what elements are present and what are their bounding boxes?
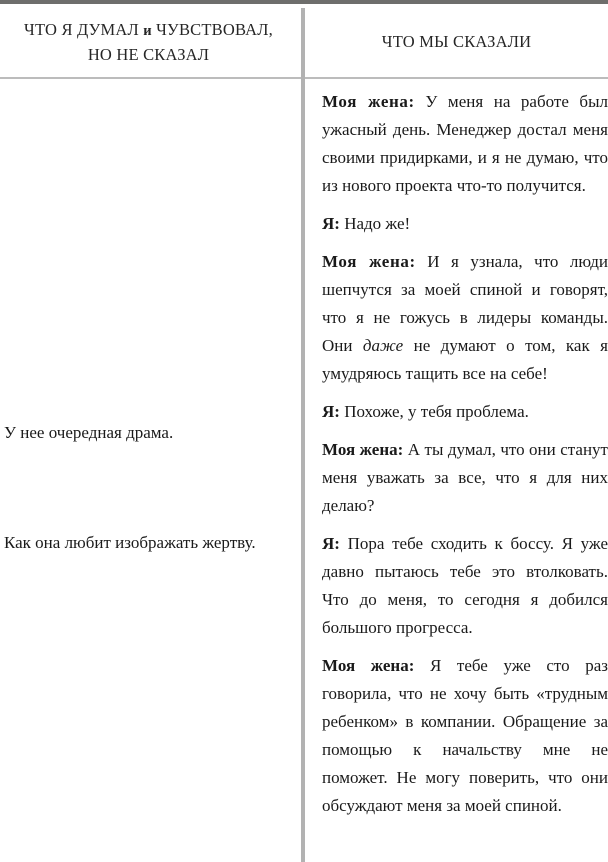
speaker-label: Я: — [322, 534, 340, 553]
dialogue-text: Надо же! — [339, 214, 411, 233]
dialogue-paragraph — [322, 210, 608, 238]
dialogue-text-after-emphasis: не думают о том, как я умудряюсь тащить все на себе! — [322, 336, 608, 383]
header-left-conjunction: и — [143, 23, 152, 39]
dialogue-text-before-emphasis: И я узнала, что люди шепчутся за моей спиной и говорят, что я не гожусь в лидеры команды. Они — [322, 252, 608, 355]
thought-entry — [4, 419, 296, 447]
thought-text: Как она любит изображать жертву. — [4, 533, 256, 552]
header-right-text: ЧТО МЫ СКАЗАЛИ — [381, 32, 532, 51]
thought-entry — [4, 529, 296, 557]
table-top-rule — [0, 0, 608, 4]
dialogue-paragraph — [322, 248, 608, 388]
header-left-line2: НО НЕ СКАЗАЛ — [87, 45, 210, 64]
speaker-label: Моя жена: — [322, 440, 404, 459]
column-divider — [301, 8, 305, 862]
speaker-label: Я: — [322, 214, 340, 233]
dialogue-text: Я тебе уже сто раз говорила, что не хочу быть «трудным ребенком» в компании. Обращение за помощью к начальству мне не поможет. Не могу поверить, что они обсуждают меня за моей спиной. — [322, 656, 608, 815]
dialogue-paragraph — [322, 436, 608, 520]
dialogue-text: Похоже, у тебя проблема. — [339, 402, 529, 421]
emphasized-word: даже — [362, 336, 404, 355]
dialogue-paragraph — [322, 530, 608, 642]
dialogue-paragraph — [322, 652, 608, 820]
dialogue-paragraph — [322, 398, 608, 426]
speaker-label: Моя жена: — [322, 656, 415, 675]
speaker-label: Я: — [322, 402, 340, 421]
column-header-left — [0, 18, 297, 66]
dialogue-text: У меня на работе был ужасный день. Менеджер достал меня своими придирками, и я не думаю, что из нового проекта что-то получится. — [322, 92, 608, 195]
column-header-right — [307, 30, 606, 53]
dialogue-text: А ты думал, что они станут меня уважать за все, что я для них делаю? — [322, 440, 608, 515]
speaker-label: Моя жена: — [322, 252, 416, 271]
thought-text: У нее очередная драма. — [4, 423, 174, 442]
dialogue-text: Пора тебе сходить к боссу. Я уже давно пытаюсь тебе это втолковать. Что до меня, то сегодня я добился большого прогресса. — [322, 534, 608, 637]
header-left-line1-part1: ЧТО Я ДУМАЛ — [24, 20, 144, 39]
header-left-line1-part2: ЧУВСТВОВАЛ, — [151, 20, 273, 39]
header-rule-left — [0, 77, 301, 79]
right-column-body — [322, 88, 608, 820]
dialogue-paragraph — [322, 88, 608, 200]
speaker-label: Моя жена: — [322, 92, 415, 111]
header-rule-right — [305, 77, 608, 79]
